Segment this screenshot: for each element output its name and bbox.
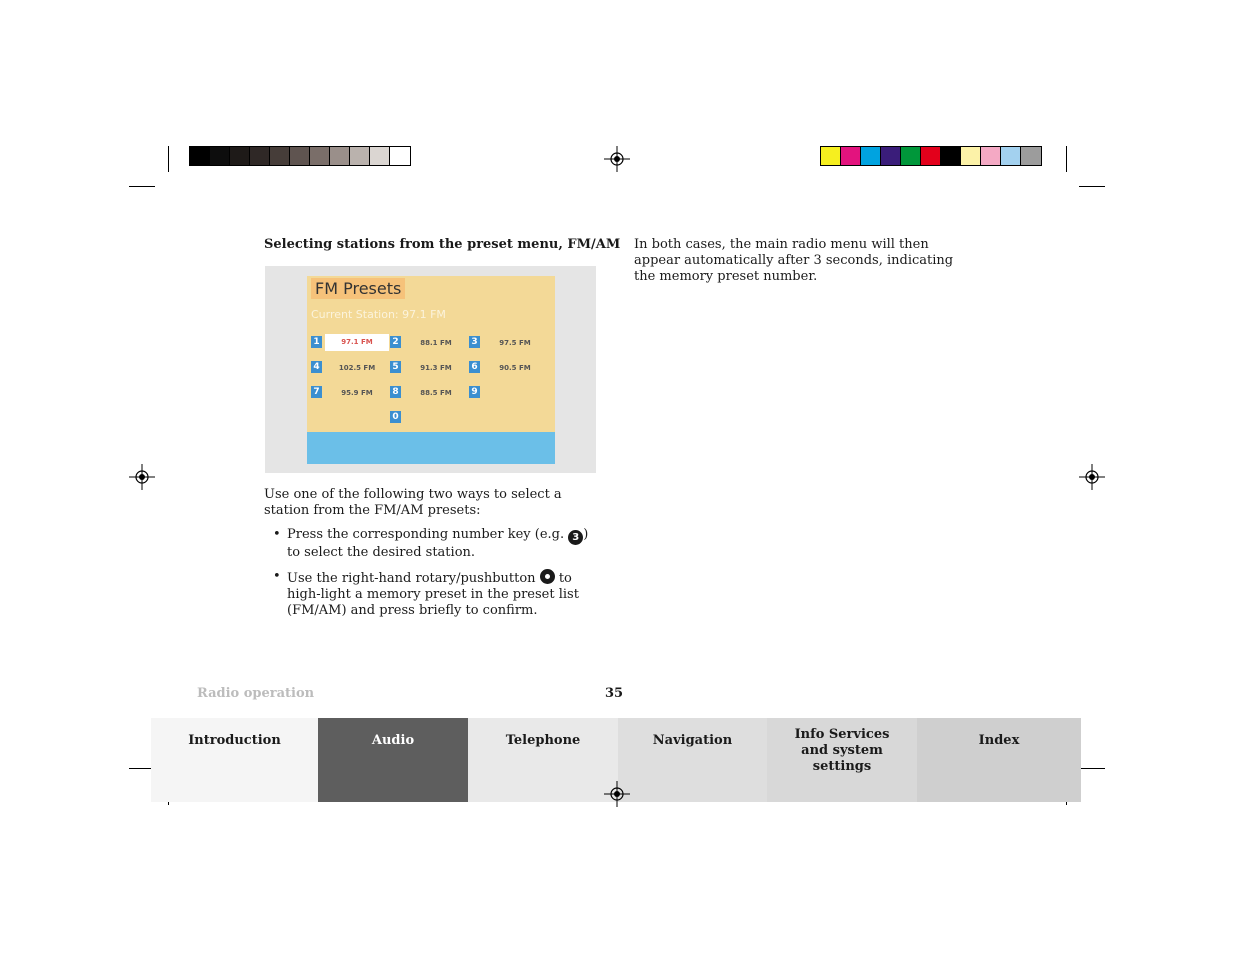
preset-slot[interactable] (390, 386, 468, 400)
preset-number: 9 (469, 386, 480, 398)
preset-number: 4 (311, 361, 322, 373)
registration-mark-icon (129, 464, 155, 490)
preset-number: 6 (469, 361, 480, 373)
preset-frequency: 97.1 FM (325, 334, 389, 351)
preset-number: 0 (390, 411, 401, 423)
color-swatch (1021, 147, 1041, 165)
bullet-text: ) to select the desired station. (287, 527, 589, 560)
instruction-list (264, 527, 599, 619)
tab-introduction[interactable] (151, 718, 318, 802)
tab-label: Index (978, 733, 1020, 748)
color-bar (820, 146, 1042, 166)
color-swatch (921, 147, 941, 165)
color-swatch (390, 147, 410, 165)
crop-mark (1079, 768, 1105, 769)
preset-frequency: 91.3 FM (420, 364, 452, 372)
fm-presets-screenshot (265, 266, 596, 473)
preset-frequency: 97.5 FM (499, 339, 531, 347)
preset-slot[interactable] (469, 336, 547, 350)
preset-number: 3 (469, 336, 480, 348)
number-key-icon: 3 (568, 530, 583, 545)
preset-number: 2 (390, 336, 401, 348)
color-swatch (250, 147, 270, 165)
preset-number: 1 (311, 336, 322, 348)
right-column-text: In both cases, the main radio menu will then appear automatically after 3 seconds, indicating the memory preset number. (634, 237, 954, 284)
preset-frequency: 102.5 FM (338, 364, 376, 372)
left-column-text (264, 487, 599, 627)
preset-frequency: 95.9 FM (341, 389, 373, 397)
preset-slot[interactable] (311, 336, 389, 350)
bullet-text: to high-light a memory preset in the preset list (FM/AM) and press briefly to confirm. (287, 571, 579, 618)
screen-footer-bar (307, 432, 555, 464)
page-number: 35 (605, 686, 624, 701)
color-swatch (230, 147, 250, 165)
tab-audio[interactable] (318, 718, 468, 802)
color-swatch (350, 147, 370, 165)
color-swatch (330, 147, 350, 165)
preset-frequency: 90.5 FM (499, 364, 531, 372)
preset-slot[interactable] (469, 386, 547, 400)
rotary-pushbutton-icon (540, 569, 555, 584)
preset-number: 5 (390, 361, 401, 373)
preset-slot[interactable] (390, 361, 468, 375)
preset-number: 8 (390, 386, 401, 398)
crop-mark (168, 146, 169, 172)
registration-mark-icon (604, 146, 630, 172)
grayscale-bar (189, 146, 411, 166)
color-swatch (290, 147, 310, 165)
preset-slot[interactable] (311, 361, 389, 375)
color-swatch (370, 147, 390, 165)
tab-navigation[interactable] (618, 718, 767, 802)
color-swatch (961, 147, 981, 165)
color-swatch (981, 147, 1001, 165)
crop-mark (1079, 186, 1105, 187)
color-swatch (270, 147, 290, 165)
tab-label: Navigation (652, 733, 733, 748)
tab-label: Info Services and system settings (794, 727, 890, 774)
bullet-text: Press the corresponding number key (e.g. (287, 527, 569, 542)
radio-display (307, 276, 555, 464)
color-swatch (841, 147, 861, 165)
crop-mark (129, 186, 155, 187)
list-item (264, 527, 599, 561)
color-swatch (901, 147, 921, 165)
preset-frequency: 88.5 FM (420, 389, 452, 397)
tab-label: Audio (371, 733, 415, 748)
tab-index[interactable] (917, 718, 1081, 802)
intro-text: Use one of the following two ways to select a station from the FM/AM presets: (264, 487, 562, 518)
preset-number: 7 (311, 386, 322, 398)
preset-slot[interactable] (469, 361, 547, 375)
color-swatch (821, 147, 841, 165)
preset-slot[interactable] (390, 336, 468, 350)
screen-title: FM Presets (311, 278, 405, 299)
tab-telephone[interactable] (468, 718, 618, 802)
section-label: Radio operation (197, 686, 315, 701)
section-heading: Selecting stations from the preset menu, FM/AM (264, 237, 621, 252)
color-swatch (861, 147, 881, 165)
color-swatch (210, 147, 230, 165)
color-swatch (310, 147, 330, 165)
registration-mark-icon (1079, 464, 1105, 490)
color-swatch (190, 147, 210, 165)
tab-label: Introduction (188, 733, 281, 748)
preset-slot[interactable] (390, 411, 468, 425)
tab-label: Telephone (505, 733, 581, 748)
list-item (264, 569, 599, 619)
color-swatch (1001, 147, 1021, 165)
bullet-text: Use the right-hand rotary/pushbutton (287, 571, 540, 586)
color-swatch (881, 147, 901, 165)
preset-frequency: 88.1 FM (420, 339, 452, 347)
preset-slot[interactable] (311, 386, 389, 400)
color-swatch (941, 147, 961, 165)
current-station: Current Station: 97.1 FM (311, 308, 446, 321)
tab-info[interactable] (767, 718, 917, 802)
registration-mark-icon (604, 781, 630, 807)
crop-mark (1066, 146, 1067, 172)
